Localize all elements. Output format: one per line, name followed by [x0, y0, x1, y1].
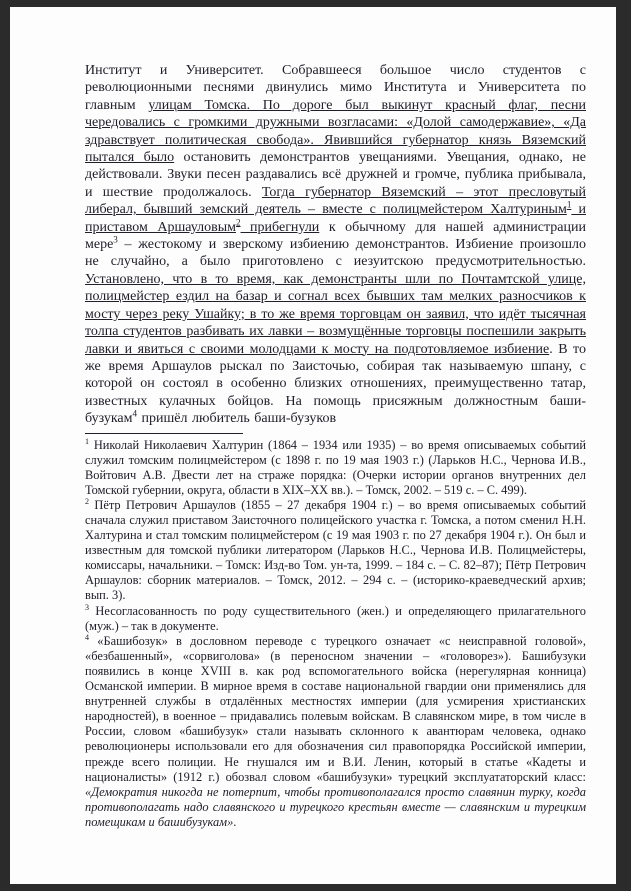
- footnote-ref: 2: [235, 217, 241, 227]
- text-segment: пришёл любитель баши-бузуков: [137, 411, 337, 427]
- text-segment: Николай Николаевич Халтурин (1864 – 1934 или 1935) – во время описываемых событий служил томским полицмейстером (с 1898 г. по 19 мая 1903 г.) (Ларьков Н.С., Чернова И.В., Войтович А.В. Двести лет на страже порядка: (Очерки истории органов внутренних дел Томской губернии, округа, области в XIX–XX вв.). – Томск, 2002. – 519 с. – С. 499).: [85, 437, 586, 497]
- footnote-marker: 1: [85, 436, 90, 446]
- text-segment: Несогласованность по роду существительного (жен.) и определяющего прилагательного (муж.) – так в документе.: [85, 603, 586, 633]
- footnote-1: [85, 438, 586, 498]
- footnote-ref: 4: [132, 408, 138, 419]
- text-segment: Пётр Петрович Аршаулов (1855 – 27 декабря 1904 г.) – во время описываемых событий сначала служил приставом Заисточного полицейского участка г. Томска, а потом сменил Н.Н. Халтурина и стал томским полицмейстером (с 19 мая 1903 г. по 27 декабря 1904 г.). Он был и известным для томской публики литератором (Ларьков Н.С., Чернова И.В. Полицмейстеры, комиссары, начальники. – Томск: Изд-во Том. ун-та, 1999. – 184 с. – С. 82–87); Пётр Петрович Аршаулов: сборник материалов. – Томск, 2012. – 294 с. – (историко-краеведческий архив; вып. 3).: [85, 497, 586, 603]
- text-segment: прибегнули: [240, 219, 320, 235]
- text-segment: Институт и Университет. Собравшееся большое число студентов с революционными песнями двинулись мимо Института и Университета по главным: [85, 63, 586, 113]
- text-segment: – жестокому и зверскому избиению демонстрантов. Избиение произошло не случайно, а было приготовлено с иезуитскою предусмотрительностью.: [85, 237, 586, 270]
- text-segment: «Башибозук» в дословном переводе с турецкого означает «с неисправной головой», «безбашенный», «сорвиголова» (в переносном значении – «головорез»). Башибузуки появились в конце XVIII в. как род вспомогательного войска (нерегулярная конница) Османской империи. В мирное время в составе национальной гвардии они применялись для внутренней службы в отдалённых местностях империи (для усмирения христианских народностей), в военное – придавались полевым войскам. В славянском мире, в том числе в России, словом «башибузук» стали называть склонного к авантюрам человека, однако революционеры использовали его для обозначения сил правопорядка Российской империи, прежде всего полиции. Не гнушался им и В.И. Ленин, который в статье «Кадеты и националисты» (1912 г.) обозвал словом «башибузуки» турецкий эксплуататорский класс:: [85, 633, 586, 784]
- footnote-marker: 3: [85, 602, 90, 612]
- footnote-text: [85, 634, 586, 829]
- footnote-marker: 2: [85, 496, 90, 506]
- footnote-text: [85, 438, 586, 497]
- text-segment: остановить демонстрантов увещаниями. Увещания, однако, не действовали. Звуки песен раздавались всё дружней и громче, публика прибывала, и шествие продолжалось.: [85, 150, 586, 200]
- page-content: [85, 62, 586, 830]
- main-paragraph: [85, 62, 586, 428]
- text-segment: Установлено, что в то время, как демонстранты шли по Почтамтской улице, полицмейстер ездил на базар и согнал всех бывших там мелких разносчиков к мосту через реку Ушайку; в то же время торговцам он заявил, что идёт тысячная толпа студентов разбивать их лавки – возмущённые торговцы поспешили закрыть лавки и явиться с своими молодцами к мосту на подготовляемое избиение: [85, 271, 586, 357]
- text-segment: «Демократия никогда не потерпит, чтобы противополагался просто славянин турку, когда противополагать надо славянского и турецкого крестьян вместе — славянским и турецким помещикам и башибузукам»: [85, 784, 586, 829]
- footnote-4: [85, 634, 586, 830]
- footnote-text: [85, 604, 586, 633]
- footnote-3: [85, 604, 586, 634]
- text-segment: .: [233, 814, 237, 829]
- footnote-marker: 4: [85, 632, 90, 642]
- document-page: [10, 7, 616, 884]
- footnote-ref: 1: [566, 199, 572, 210]
- text-segment: . В то же время Аршаулов рыскал по Заисточью, собирая так называемую шпану, с которой он состоял в особенно близких отношениях, преимущественно татар, известных кулачных бойцов. На помощь присяжным должностным баши-бузукам: [85, 341, 586, 427]
- text-segment: улицам Томска. По дороге был выкинут красный флаг, песни чередовались с громкими дружными возгласами: «Долой самодержавие», «Да здравствует политическая свобода». Явившийся губернатор князь Вяземский пытался было: [85, 97, 586, 166]
- text-segment: к обычному для нашей администрации мере: [85, 219, 586, 253]
- footnote-separator: [85, 433, 243, 434]
- text-segment: и приставом Аршауловым: [85, 202, 587, 235]
- footnote-2: [85, 498, 586, 604]
- footnote-text: [85, 498, 586, 603]
- footnote-ref: 3: [113, 234, 118, 245]
- footnotes-block: [85, 438, 586, 830]
- text-segment: Тогда губернатор Вяземский – этот пресловутый либерал, бывший земский деятель – вместе с полицмейстером Халтуриным: [85, 184, 586, 218]
